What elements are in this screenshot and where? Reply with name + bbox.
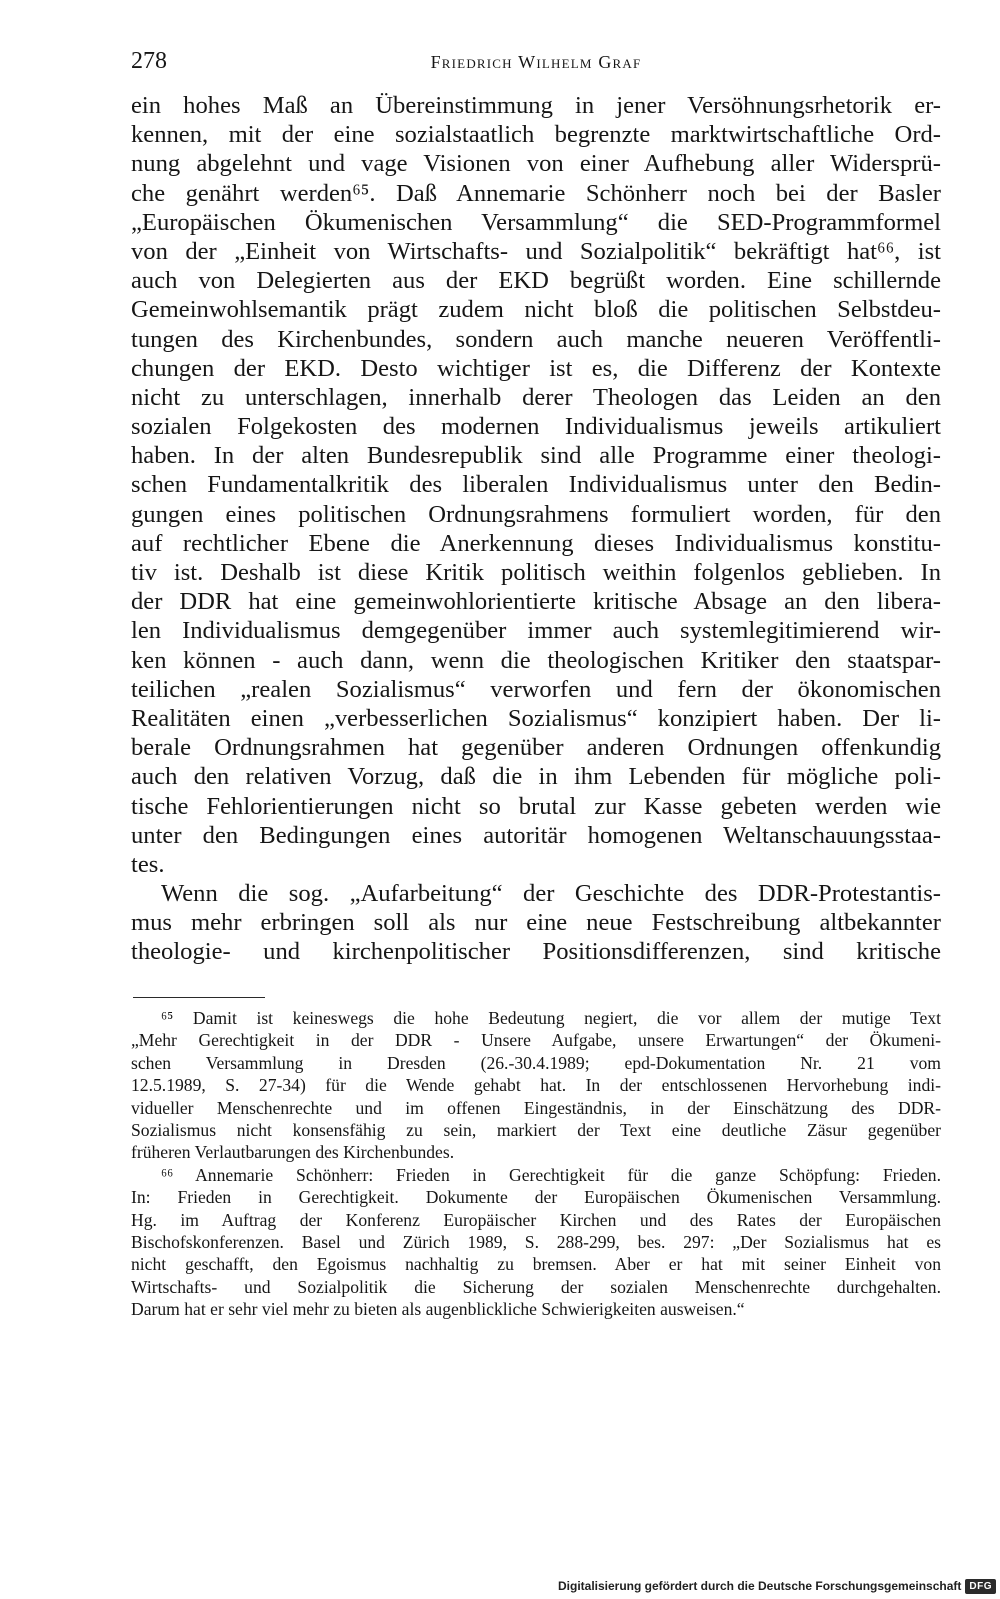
body-line: ken können - auch dann, wenn die theologischen Kritiker den staatspar- [131,646,941,674]
body-line: auch von Delegierten aus der EKD begrüßt worden. Eine schillernde [131,267,941,295]
footnote-line: schen Versammlung in Dresden (26.-30.4.1989; epd-Dokumentation Nr. 21 vom [131,1052,941,1073]
footnote-line: Bischofskonferenzen. Basel und Zürich 1989, S. 288-299, bes. 297: „Der Sozialismus hat es [131,1231,941,1252]
body-line: che genährt werden⁶⁵. Daß Annemarie Schönherr noch bei der Basler [131,179,941,207]
footnotes [131,1007,941,1320]
body-line: len Individualismus demgegenüber immer auch systemlegitimierend wir- [131,617,941,645]
body-line: nung abgelehnt und vage Visionen von einer Aufhebung aller Widersprü- [131,150,941,178]
body-line: „Europäischen Ökumenischen Versammlung“ die SED-Programmformel [131,208,941,236]
body-line: unter den Bedingungen eines autoritär homogenen Weltanschauungsstaa- [131,821,941,849]
body-line: tiv ist. Deshalb ist diese Kritik politisch weithin folgenlos geblieben. In [131,559,941,586]
body-line: theologie- und kirchenpolitischer Positionsdifferenzen, sind kritische [131,938,941,966]
footnote-line: vidueller Menschenrechte und im offenen Eingeständnis, in der Einschätzung des DDR- [131,1097,941,1118]
footnote-line: In: Frieden in Gerechtigkeit. Dokumente der Europäischen Ökumenischen Versammlung. [131,1187,941,1208]
body-line: sozialen Folgekosten des modernen Individualismus jeweils artikuliert [131,413,941,441]
body-line: kennen, mit der eine sozialstaatlich begrenzte marktwirtschaftliche Ord- [131,121,941,149]
running-head: Friedrich Wilhelm Graf [430,52,642,72]
body-line: von der „Einheit von Wirtschafts- und Sozialpolitik“ bekräftigt hat⁶⁶, ist [131,237,941,265]
body-line: Wenn die sog. „Aufarbeitung“ der Geschichte des DDR-Protestantis- [161,880,941,908]
body-line: auf rechtlicher Ebene die Anerkennung dieses Individualismus konstitu- [131,529,941,557]
footnote-divider [133,997,265,998]
body-line: mus mehr erbringen soll als nur eine neue Festschreibung altbekannter [131,909,941,937]
footnote-line: ⁶⁶ Annemarie Schönherr: Frieden in Gerechtigkeit für die ganze Schöpfung: Frieden. [161,1164,941,1185]
body-line: auch den relativen Vorzug, daß die in ihm Lebenden für mögliche poli- [131,763,941,791]
page-header [131,44,941,78]
body-line: Realitäten einen „verbesserlichen Sozialismus“ konzipiert haben. Der li- [131,704,941,732]
footnote-line: Wirtschafts- und Sozialpolitik die Sicherung der sozialen Menschenrechte durchgehalten. [131,1276,941,1297]
body-line: Gemeinwohlsemantik prägt zudem nicht bloß die politischen Selbstdeu- [131,296,941,324]
body-line: haben. In der alten Bundesrepublik sind alle Programme einer theologi- [131,442,941,470]
footnote-line: Darum hat er sehr viel mehr zu bieten als augenblickliche Schwierigkeiten ausweisen.“ [131,1299,745,1320]
page-number: 278 [131,48,167,74]
digitization-footer [558,1576,996,1596]
footnote-line: 12.5.1989, S. 27-34) für die Wende gehabt hat. In der entschlossenen Hervorhebung indi- [131,1075,941,1096]
footnote-line: früheren Verlautbarungen des Kirchenbundes. [131,1142,455,1163]
footnote-line: „Mehr Gerechtigkeit in der DDR - Unsere Aufgabe, unsere Erwartungen“ der Ökumeni- [131,1030,941,1051]
body-line: teilichen „realen Sozialismus“ verworfen und fern der ökonomischen [131,675,941,703]
footnote-line: Hg. im Auftrag der Konferenz Europäischer Kirchen und des Rates der Europäischen [131,1209,941,1230]
footnote-line: Sozialismus nicht konsensfähig zu sein, markiert der Text eine deutliche Zäsur gegenüber [131,1119,941,1140]
body-text [131,91,941,967]
body-line: tische Fehlorientierungen nicht so brutal zur Kasse gebeten werden wie [131,792,941,820]
funding-credit: Digitalisierung gefördert durch die Deutsche Forschungsgemeinschaft [557,1579,962,1593]
footnote-line: ⁶⁵ Damit ist keineswegs die hohe Bedeutung negiert, die vor allem der mutige Text [161,1008,941,1028]
body-line: berale Ordnungsrahmen hat gegenüber anderen Ordnungen offenkundig [131,734,941,762]
body-line: chungen der EKD. Desto wichtiger ist es, die Differenz der Kontexte [131,354,941,382]
body-line: tes. [131,850,165,878]
footnote-line: nicht geschafft, den Egoismus nachhaltig zu bremsen. Aber er hat mit seiner Einheit von [131,1254,941,1275]
body-line: schen Fundamentalkritik des liberalen Individualismus unter den Bedin- [131,471,941,499]
body-line: nicht zu unterschlagen, innerhalb derer Theologen das Leiden an den [131,383,941,411]
body-line: tungen des Kirchenbundes, sondern auch manche neueren Veröffentli- [131,325,941,353]
body-line: gungen eines politischen Ordnungsrahmens formuliert worden, für den [131,500,941,528]
body-line: der DDR hat eine gemeinwohlorientierte kritische Absage an den libera- [131,588,941,616]
dfg-logo: DFG [965,1579,996,1594]
body-line: ein hohes Maß an Übereinstimmung in jener Versöhnungsrhetorik er- [131,92,941,119]
